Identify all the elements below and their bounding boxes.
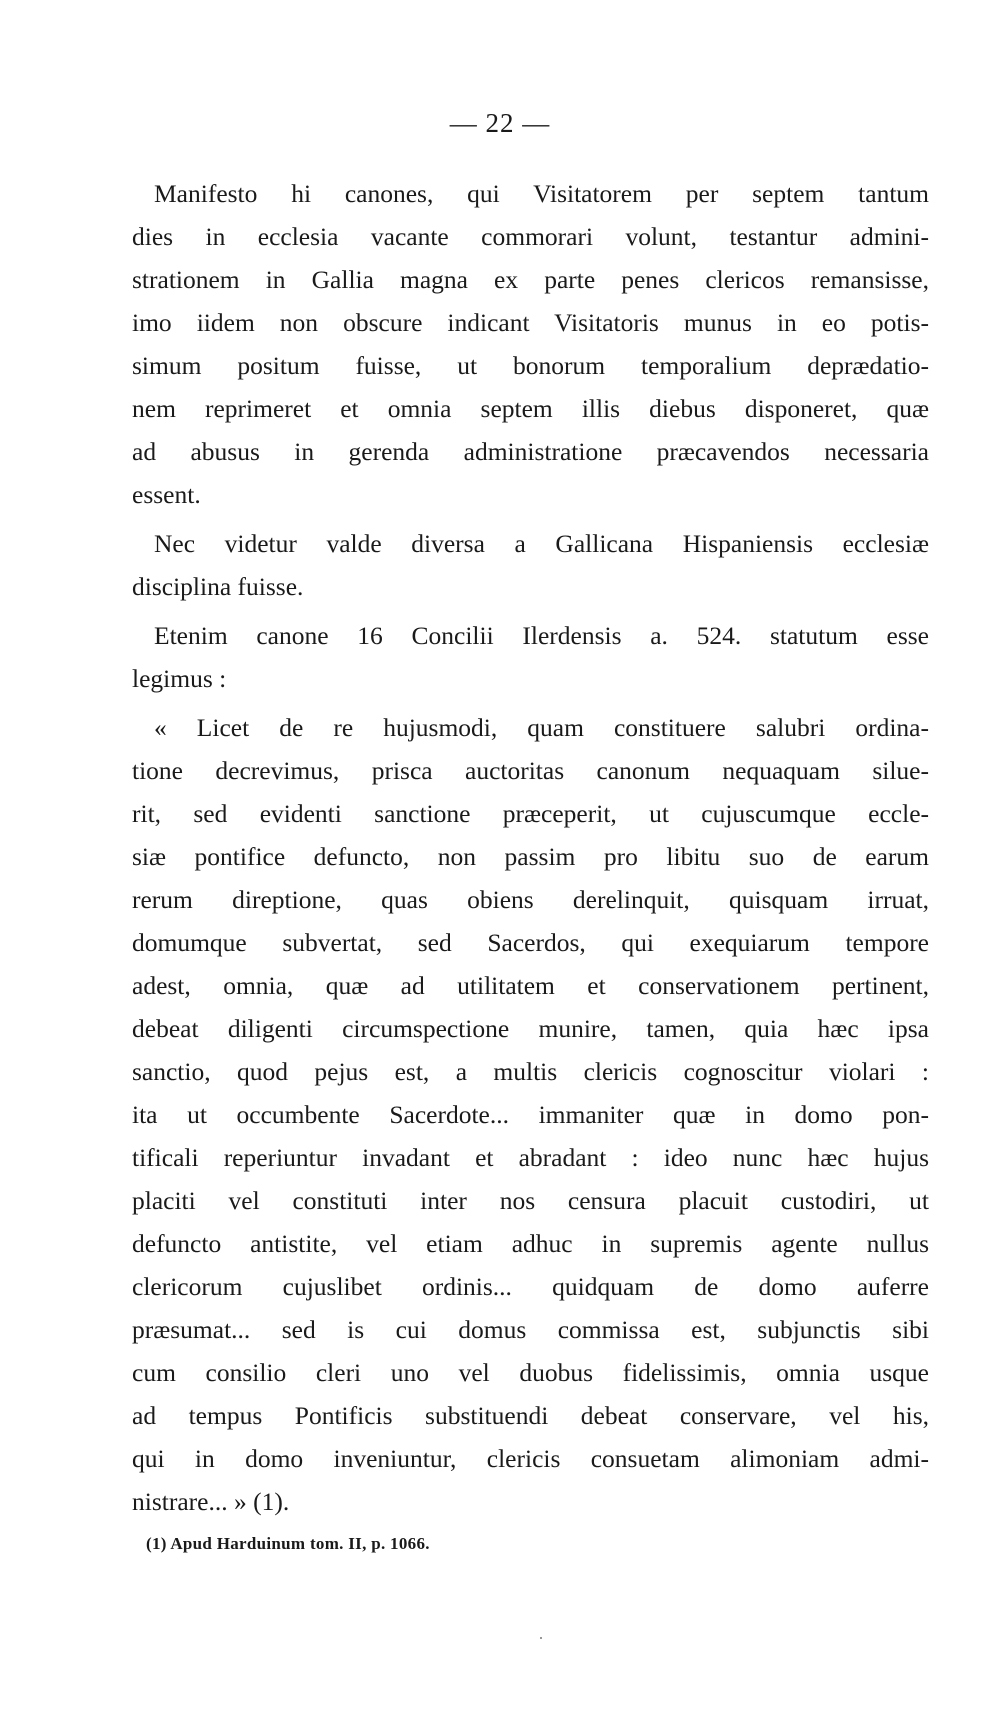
body-text: [132, 172, 929, 1523]
text-line: tione decrevimus, prisca auctoritas canonum nequaquam silue-: [132, 756, 929, 785]
paper-speck: [540, 1637, 542, 1639]
text-line: Etenim canone 16 Concilii Ilerdensis a. 524. statutum esse: [154, 621, 929, 650]
text-line: ad abusus in gerenda administratione præcavendos necessaria: [132, 437, 929, 466]
text-line: ita ut occumbente Sacerdote... immaniter quæ in domo pon-: [132, 1100, 929, 1129]
text-line: qui in domo inveniuntur, clericis consuetam alimoniam admi-: [132, 1444, 929, 1473]
text-line: imo iidem non obscure indicant Visitatoris munus in eo potis-: [132, 308, 929, 337]
paragraph-3: [132, 614, 929, 700]
text-line: nistrare... » (1).: [132, 1487, 290, 1516]
text-line: disciplina fuisse.: [132, 572, 304, 601]
text-line: præsumat... sed is cui domus commissa est, subjunctis sibi: [132, 1315, 929, 1344]
text-line: Manifesto hi canones, qui Visitatorem per septem tantum: [154, 179, 929, 208]
text-line: placiti vel constituti inter nos censura placuit custodiri, ut: [132, 1186, 929, 1215]
text-line: rit, sed evidenti sanctione præceperit, ut cujuscumque eccle-: [132, 799, 929, 828]
text-line: adest, omnia, quæ ad utilitatem et conservationem pertinent,: [132, 971, 929, 1000]
text-line: debeat diligenti circumspectione munire, tamen, quia hæc ipsa: [132, 1014, 929, 1043]
text-line: sanctio, quod pejus est, a multis clericis cognoscitur violari :: [132, 1057, 929, 1086]
text-line: « Licet de re hujusmodi, quam constituere salubri ordina-: [154, 713, 929, 742]
text-line: ad tempus Pontificis substituendi debeat conservare, vel his,: [132, 1401, 929, 1430]
quotation-paragraph: [132, 706, 929, 1523]
paragraph-2: [132, 522, 929, 608]
text-line: nem reprimeret et omnia septem illis diebus disponeret, quæ: [132, 394, 929, 423]
text-line: strationem in Gallia magna ex parte penes clericos remansisse,: [132, 265, 929, 294]
text-line: defuncto antistite, vel etiam adhuc in supremis agente nullus: [132, 1229, 929, 1258]
text-line: tificali reperiuntur invadant et abradant : ideo nunc hæc hujus: [132, 1143, 929, 1172]
text-line: essent.: [132, 480, 201, 509]
text-line: rerum direptione, quas obiens derelinquit, quisquam irruat,: [132, 885, 929, 914]
text-line: legimus :: [132, 664, 227, 693]
text-line: domumque subvertat, sed Sacerdos, qui exequiarum tempore: [132, 928, 929, 957]
text-line: clericorum cujuslibet ordinis... quidquam de domo auferre: [132, 1272, 929, 1301]
page-number: — 22 —: [449, 108, 551, 138]
text-line: cum consilio cleri uno vel duobus fidelissimis, omnia usque: [132, 1358, 929, 1387]
text-line: Nec videtur valde diversa a Gallicana Hispaniensis ecclesiæ: [154, 529, 929, 558]
paragraph-1: [132, 172, 929, 516]
text-line: simum positum fuisse, ut bonorum temporalium deprædatio-: [132, 351, 929, 380]
text-line: siæ pontifice defuncto, non passim pro libitu suo de earum: [132, 842, 929, 871]
text-line: dies in ecclesia vacante commorari volunt, testantur admini-: [132, 222, 929, 251]
footnote: (1) Apud Harduinum tom. II, p. 1066.: [146, 1534, 430, 1553]
